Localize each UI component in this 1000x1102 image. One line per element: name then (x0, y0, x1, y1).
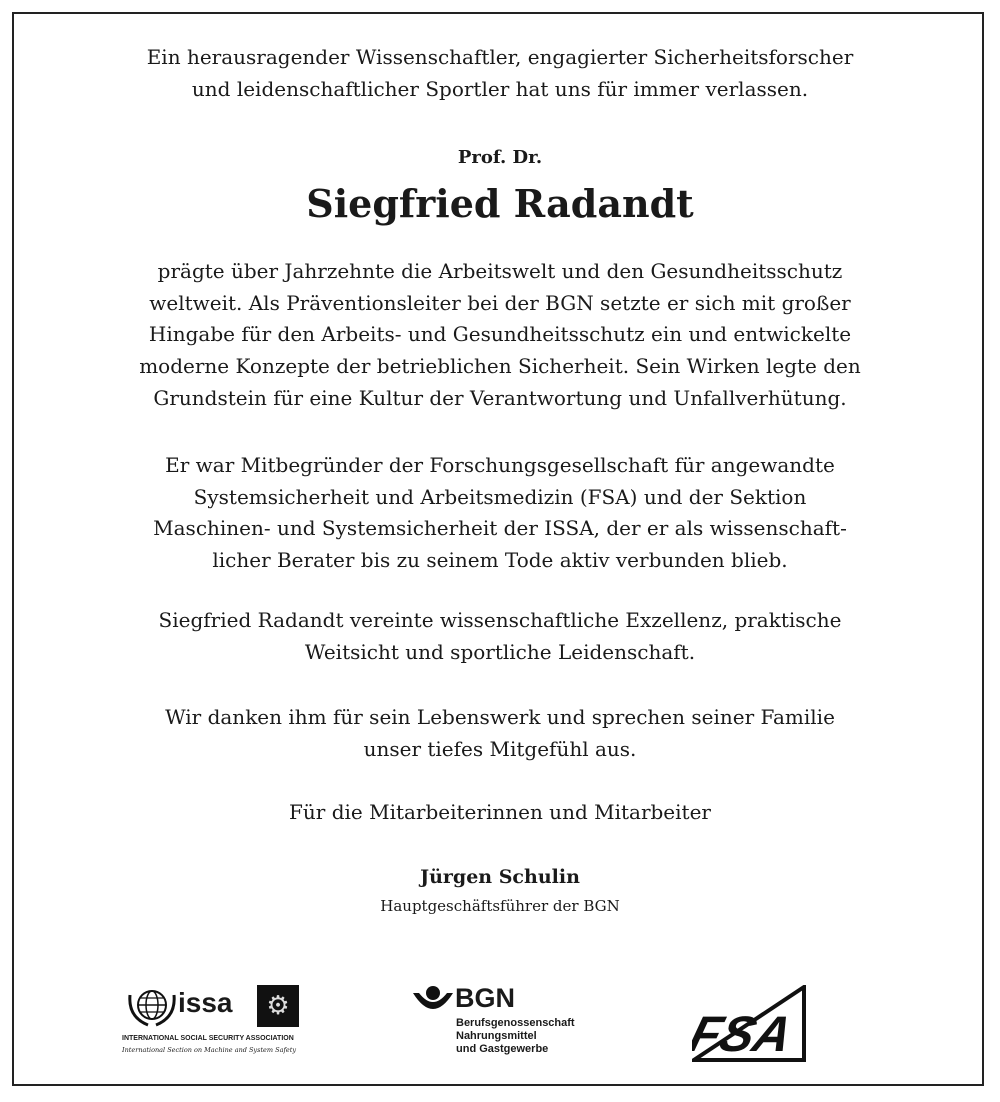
closing (0, 797, 1000, 829)
paragraph-line: weltweit. Als Präventionsleiter bei der BGN setzte er sich mit großer (149, 290, 851, 315)
paragraph-line: Er war Mitbegründer der Forschungsgesellschaft für angewandte (165, 453, 835, 477)
bgn-wordmark: BGN (455, 983, 515, 1013)
bgn-logo (413, 985, 603, 1065)
signatory-role: Hauptgeschäftsführer der BGN (380, 896, 620, 915)
paragraph-line: moderne Konzepte der betrieblichen Sicherheit. Sein Wirken legte den (139, 354, 861, 379)
issa-logo (122, 985, 307, 1065)
paragraph-1 (0, 256, 1000, 415)
paragraph-line: Grundstein für eine Kultur der Verantwortung und Unfallverhütung. (153, 385, 847, 410)
title-prefix (0, 142, 1000, 174)
paragraph-line: Maschinen- und Systemsicherheit der ISSA, der er als wissenschaft- (153, 516, 847, 541)
intro-line: und leidenschaftlicher Sportler hat uns für immer verlassen. (191, 76, 809, 101)
fsa-emblem-icon (692, 985, 807, 1063)
bgn-fullname (456, 1017, 575, 1056)
signatory-name: Jürgen Schulin (420, 866, 580, 888)
signature (0, 862, 1000, 918)
paragraph-line: Weitsicht und sportliche Leidenschaft. (304, 639, 696, 664)
bgn-name-line: und Gastgewerbe (456, 1043, 549, 1055)
paragraph-4 (0, 702, 1000, 765)
gears-icon: ⚙ (257, 985, 299, 1027)
deceased-name-text: Siegfried Radandt (306, 181, 694, 226)
paragraph-3 (0, 605, 1000, 668)
paragraph-2 (0, 450, 1000, 577)
globe-icon (122, 985, 182, 1029)
paragraph-line: Hingabe für den Arbeits- und Gesundheitsschutz ein und entwickelte (148, 322, 852, 347)
closing-text: Für die Mitarbeiterinnen und Mitarbeiter (289, 800, 711, 824)
issa-subtitle: INTERNATIONAL SOCIAL SECURITY ASSOCIATION (122, 1035, 294, 1042)
intro-line: Ein herausragender Wissenschaftler, engagierter Sicherheitsforscher (146, 45, 854, 69)
issa-wordmark: issa (178, 987, 233, 1018)
paragraph-line: licher Berater bis zu seinem Tode aktiv verbunden blieb. (212, 548, 788, 573)
intro (0, 42, 1000, 105)
paragraph-line: unser tiefes Mitgefühl aus. (363, 736, 637, 761)
bgn-emblem-icon (413, 985, 453, 1019)
paragraph-line: Systemsicherheit und Arbeitsmedizin (FSA) und der Sektion (193, 484, 807, 509)
title-prefix-text: Prof. Dr. (457, 147, 543, 168)
paragraph-line: prägte über Jahrzehnte die Arbeitswelt und den Gesundheitsschutz (157, 259, 843, 283)
issa-section: International Section on Machine and System Safety (122, 1046, 296, 1054)
paragraph-line: Siegfried Radandt vereinte wissenschaftliche Exzellenz, praktische (158, 608, 842, 632)
paragraph-line: Wir danken ihm für sein Lebenswerk und sprechen seiner Familie (165, 705, 835, 729)
bgn-name-line: Berufsgenossenschaft (456, 1017, 575, 1029)
bgn-name-line: Nahrungsmittel (456, 1030, 537, 1042)
deceased-name (0, 178, 1000, 238)
fsa-logo (692, 985, 807, 1063)
fsa-wordmark: FSA (692, 1005, 799, 1062)
